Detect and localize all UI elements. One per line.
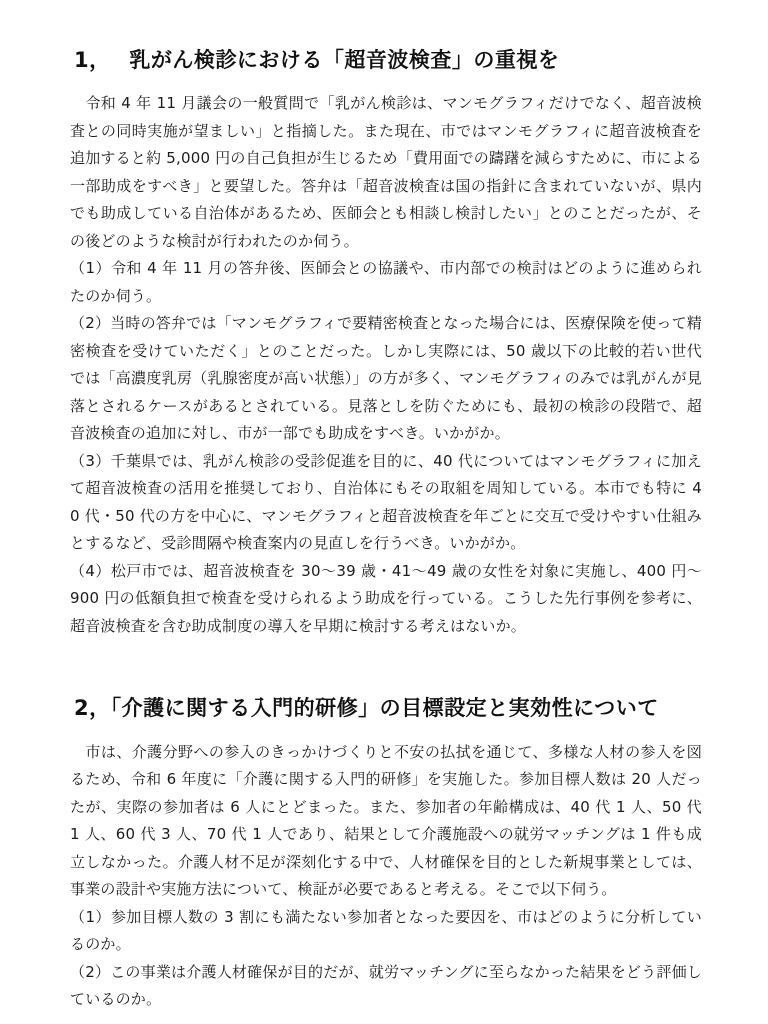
section-2-heading: 2，「介護に関する入門的研修」の目標設定と実効性について xyxy=(74,696,659,721)
section-breast-cancer-screening xyxy=(70,46,702,640)
section-1-question-3: （3）千葉県では、乳がん検診の受診促進を目的に、40 代についてはマンモグラフィに加えて超音波検査の活用を推奨しており、自治体にもその取組を周知している。本市でも特に 40 代・50 代の方を中心に、マンモグラフィと超音波検査を年ごとに交互で受けやすい仕組みとするなど、受診間隔や検査案内の見直しを行うべき。いかがか。 xyxy=(70,451,702,553)
section-1-intro-paragraph: 令和 4 年 11 月議会の一般質問で「乳がん検診は、マンモグラフィだけでなく、超音波検査との同時実施が望ましい」と指摘した。また現在、市ではマンモグラフィに超音波検査を追加すると約 5,000 円の自己負担が生じるため「費用面での躊躇を減らすために、市による一部助成をすべき」と要望した。答弁は「超音波検査は国の指針に含まれていないが、県内でも助成している自治体があるため、医師会とも相談し検討したい」とのことだったが、その後どのような検討が行われたのか伺う。 xyxy=(70,94,702,250)
section-care-training xyxy=(70,694,702,1013)
section-1-heading: 1， 乳がん検診における「超音波検査」の重視を xyxy=(74,48,560,72)
section-2-question-1: （1）参加目標人数の 3 割にも満たない参加者となった要因を、市はどのように分析しているのか。 xyxy=(70,907,702,954)
section-2-intro-paragraph: 市は、介護分野への参入のきっかけづくりと不安の払拭を通じて、多様な人材の参入を図るため、令和 6 年度に「介護に関する入門的研修」を実施した。参加目標人数は 20 人だったが、実際の参加者は 6 人にとどまった。また、参加者の年齢構成は、40 代 1 人、50 代 1 人、60 代 3 人、70 代 1 人であり、結果として介護施設への就労マッチングは 1 件も成立しなかった。介護人材不足が深刻化する中で、人材確保を目的とした新規事業としては、事業の設計や実施方法について、検証が必要であると考える。そこで以下伺う。 xyxy=(70,742,702,899)
section-2-question-2: （2）この事業は介護人材確保が目的だが、就労マッチングに至らなかった結果をどう評価しているのか。 xyxy=(70,962,702,1009)
section-1-question-4: （4）松戸市では、超音波検査を 30～39 歳・41～49 歳の女性を対象に実施し、400 円～900 円の低額負担で検査を受けられるよう助成を行っている。こうした先行事例を参考に、超音波検査を含む助成制度の導入を早期に検討する考えはないか。 xyxy=(70,561,702,635)
section-1-question-2: （2）当時の答弁では「マンモグラフィで要精密検査となった場合には、医療保険を使って精密検査を受けていただく」とのことだった。しかし実際には、50 歳以下の比較的若い世代では「高濃度乳房（乳腺密度が高い状態）」の方が多く、マンモグラフィのみでは乳がんが見落とされるケースがあるとされている。見落としを防ぐためにも、最初の検診の段階で、超音波検査の追加に対し、市が一部でも助成をすべき。いかがか。 xyxy=(70,314,702,443)
section-1-question-1: （1）令和 4 年 11 月の答弁後、医師会との協議や、市内部での検討はどのように進められたのか伺う。 xyxy=(70,259,702,305)
